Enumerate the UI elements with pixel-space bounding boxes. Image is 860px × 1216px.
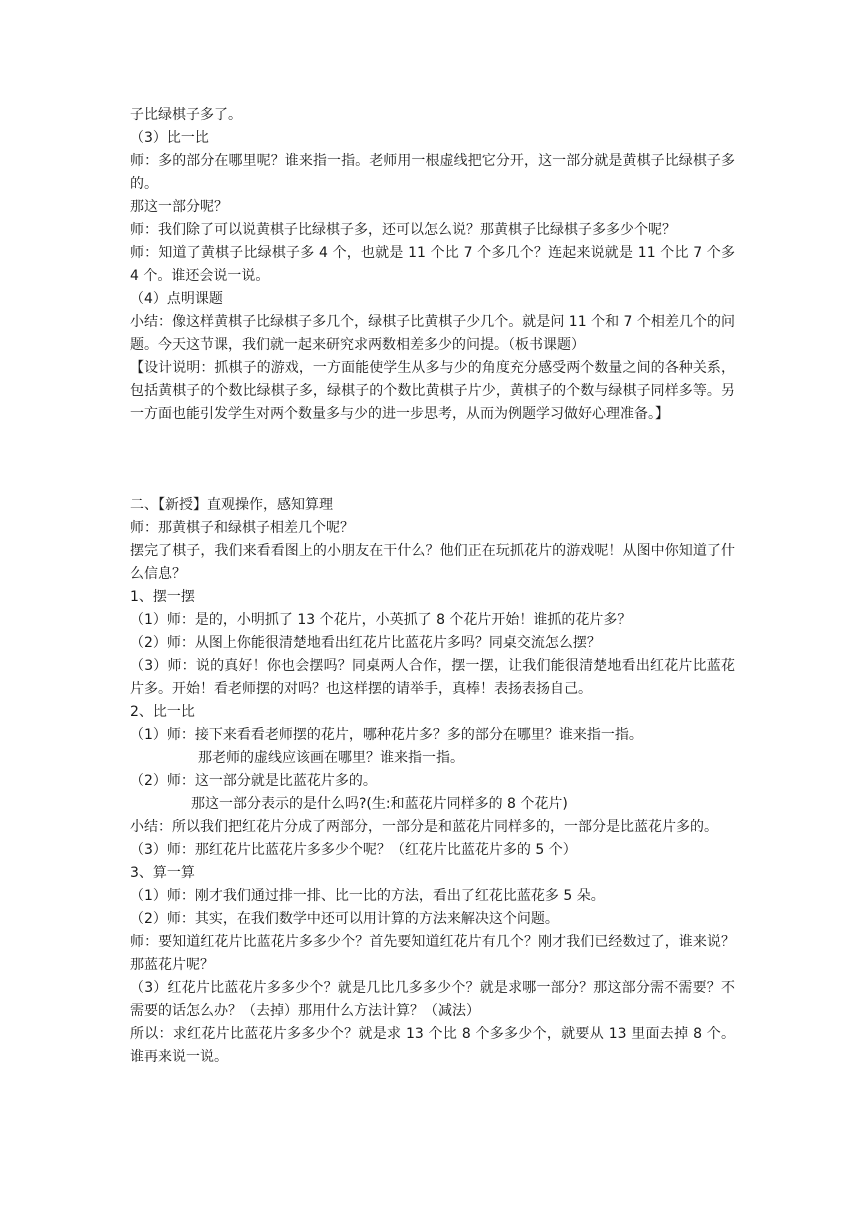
section-heading: 3、算一算 (130, 865, 195, 881)
paragraph: （3）师：那红花片比蓝花片多多少个呢？（红花片比蓝花片多的 5 个） (130, 842, 577, 858)
paragraph: （1）师：刚才我们通过排一排、比一比的方法，看出了红花比蓝花多 5 朵。 (130, 888, 605, 904)
paragraph: （1）师：是的，小明抓了 13 个花片，小英抓了 8 个花片开始！谁抓的花片多？ (130, 612, 632, 628)
paragraph: 所以：求红花片比蓝花片多多少个？就是求 13 个比 8 个多多少个，就要从 13 里面去掉 8 个。谁再来说一说。 (130, 1026, 735, 1065)
document-page (130, 104, 735, 1069)
section-heading: 2、比一比 (130, 704, 195, 720)
indented-paragraph: 那老师的虚线应该画在哪里？谁来指一指。 (198, 750, 464, 766)
paragraph: （2）师：其实，在我们数学中还可以用计算的方法来解决这个问题。 (130, 911, 559, 927)
indented-paragraph: 那这一部分表示的是什么吗?(生:和蓝花片同样多的 8 个花片) (191, 796, 568, 812)
paragraph: 子比绿棋子多了。 (130, 107, 242, 123)
summary-paragraph: 小结：像这样黄棋子比绿棋子多几个，绿棋子比黄棋子少几个。就是问 11 个和 7 个相差几个的问题。今天这节课，我们就一起来研究求两数相差多少的问提。（板书课题） (130, 314, 735, 353)
paragraph: （3）红花片比蓝花片多多少个？就是几比几多多少个？就是求哪一部分？那这部分需不需要？不需要的话怎么办？（去掉）那用什么方法计算？（减法） (130, 980, 735, 1019)
paragraph: 那这一部分呢？ (130, 199, 228, 215)
section-heading: 1、摆一摆 (130, 589, 195, 605)
summary-paragraph: 小结：所以我们把红花片分成了两部分，一部分是和蓝花片同样多的，一部分是比蓝花片多的。 (130, 819, 718, 835)
paragraph: 师：多的部分在哪里呢？谁来指一指。老师用一根虚线把它分开，这一部分就是黄棋子比绿棋子多的。 (130, 153, 735, 192)
paragraph: （2）师：这一部分就是比蓝花片多的。 (130, 773, 377, 789)
section-heading: （4）点明课题 (130, 291, 223, 307)
paragraph: 师：我们除了可以说黄棋子比绿棋子多，还可以怎么说？那黄棋子比绿棋子多多少个呢？ (130, 222, 676, 238)
section-spacer (130, 426, 735, 494)
paragraph: （2）师：从图上你能很清楚地看出红花片比蓝花片多吗？同桌交流怎么摆？ (130, 635, 601, 651)
paragraph: 摆完了棋子，我们来看看图上的小朋友在干什么？他们正在玩抓花片的游戏呢！从图中你知道了什么信息？ (130, 543, 735, 582)
section-heading: （3）比一比 (130, 130, 209, 146)
paragraph: （1）师：接下来看看老师摆的花片，哪种花片多？多的部分在哪里？谁来指一指。 (130, 727, 643, 743)
design-note: 【设计说明：抓棋子的游戏，一方面能使学生从多与少的角度充分感受两个数量之间的各种关系，包括黄棋子的个数比绿棋子多，绿棋子的个数比黄棋子片少，黄棋子的个数与绿棋子同样多等。另一方面也能引发学生对两个数量多与少的进一步思考，从而为例题学习做好心理准备。】 (130, 360, 735, 422)
paragraph: （3）师：说的真好！你也会摆吗？同桌两人合作，摆一摆，让我们能很清楚地看出红花片比蓝花片多。开始！看老师摆的对吗？也这样摆的请举手，真棒！表扬表扬自己。 (130, 658, 735, 697)
paragraph: 师：那黄棋子和绿棋子相差几个呢？ (130, 520, 354, 536)
paragraph: 师：要知道红花片比蓝花片多多少个？首先要知道红花片有几个？刚才我们已经数过了，谁来说？那蓝花片呢？ (130, 934, 735, 973)
chapter-heading: 二、【新授】直观操作，感知算理 (130, 497, 333, 513)
paragraph: 师：知道了黄棋子比绿棋子多 4 个，也就是 11 个比 7 个多几个？连起来说就是 11 个比 7 个多 4 个。谁还会说一说。 (130, 245, 735, 284)
